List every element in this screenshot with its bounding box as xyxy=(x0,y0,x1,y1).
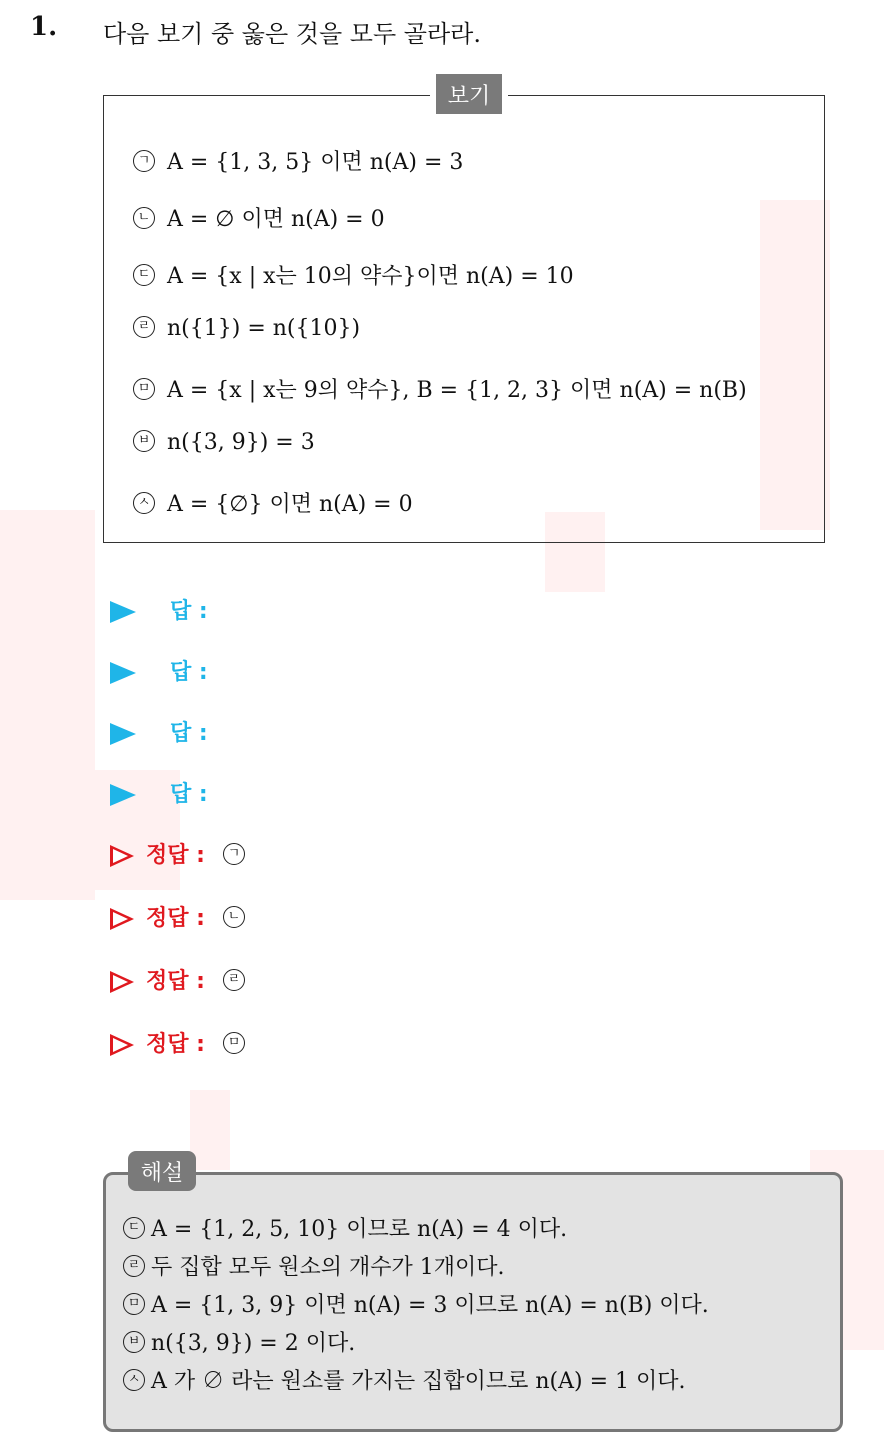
bogi-item-text: n({1}) = n({10}) xyxy=(167,316,361,341)
explanation-tag: 해설 xyxy=(128,1151,196,1191)
explanation-line xyxy=(123,1326,355,1357)
outline-triangle-icon xyxy=(110,1034,134,1056)
triangle-icon xyxy=(110,784,136,806)
answer-label: 답 : xyxy=(170,721,208,746)
bogi-item-3 xyxy=(133,259,574,290)
bogi-item-1 xyxy=(133,145,463,176)
circled-mark: ㄹ xyxy=(223,969,245,991)
circled-mark: ㅅ xyxy=(133,492,155,514)
circled-mark: ㄷ xyxy=(123,1217,145,1239)
solution-row xyxy=(110,964,245,995)
bogi-item-text: A = {x | x는 10의 약수}이면 n(A) = 10 xyxy=(167,264,574,289)
solution-label: 정답 : xyxy=(146,843,205,868)
solution-label: 정답 : xyxy=(146,906,205,931)
answer-label: 답 : xyxy=(170,599,208,624)
explanation-text: A = {1, 2, 5, 10} 이므로 n(A) = 4 이다. xyxy=(151,1217,568,1242)
answer-row xyxy=(110,777,208,808)
answer-row xyxy=(110,594,208,625)
bogi-item-5 xyxy=(133,373,747,404)
bogi-item-text: A = {∅} 이면 n(A) = 0 xyxy=(167,492,413,517)
circled-mark: ㅂ xyxy=(133,430,155,452)
explanation-text: 두 집합 모두 원소의 개수가 1개이다. xyxy=(151,1255,505,1280)
explanation-line xyxy=(123,1288,709,1319)
answer-row xyxy=(110,655,208,686)
solution-row xyxy=(110,1027,245,1058)
bogi-item-2 xyxy=(133,202,385,233)
circled-mark: ㅂ xyxy=(123,1331,145,1353)
question-number: 1. xyxy=(30,12,58,42)
question-text: 다음 보기 중 옳은 것을 모두 골라라. xyxy=(103,20,481,48)
triangle-icon xyxy=(110,662,136,684)
circled-mark: ㄹ xyxy=(123,1255,145,1277)
circled-mark: ㅁ xyxy=(223,1032,245,1054)
bogi-item-text: A = ∅ 이면 n(A) = 0 xyxy=(167,207,385,232)
explanation-line xyxy=(123,1364,686,1395)
watermark-block xyxy=(190,1090,230,1170)
circled-mark: ㅁ xyxy=(123,1293,145,1315)
bogi-item-text: A = {1, 3, 5} 이면 n(A) = 3 xyxy=(167,150,464,175)
solution-row xyxy=(110,838,245,869)
solution-label: 정답 : xyxy=(146,1032,205,1057)
explanation-line xyxy=(123,1250,505,1281)
circled-mark: ㄱ xyxy=(133,150,155,172)
outline-triangle-icon xyxy=(110,971,134,993)
circled-mark: ㅁ xyxy=(133,378,155,400)
bogi-item-text: A = {x | x는 9의 약수}, B = {1, 2, 3} 이면 n(A) = n(B) xyxy=(167,378,747,403)
solution-row xyxy=(110,901,245,932)
bogi-item-text: n({3, 9}) = 3 xyxy=(167,430,315,455)
outline-triangle-icon xyxy=(110,908,134,930)
solution-label: 정답 : xyxy=(146,969,205,994)
explanation-text: A 가 ∅ 라는 원소를 가지는 집합이므로 n(A) = 1 이다. xyxy=(151,1369,686,1394)
answer-row xyxy=(110,716,208,747)
answer-label: 답 : xyxy=(170,782,208,807)
bogi-item-4 xyxy=(133,316,360,341)
circled-mark: ㄷ xyxy=(133,264,155,286)
circled-mark: ㄱ xyxy=(223,843,245,865)
explanation-text: n({3, 9}) = 2 이다. xyxy=(151,1331,356,1356)
triangle-icon xyxy=(110,601,136,623)
bogi-item-7 xyxy=(133,487,413,518)
bogi-item-6 xyxy=(133,430,315,455)
circled-mark: ㄴ xyxy=(223,906,245,928)
circled-mark: ㅅ xyxy=(123,1369,145,1391)
answer-label: 답 : xyxy=(170,660,208,685)
triangle-icon xyxy=(110,723,136,745)
explanation-text: A = {1, 3, 9} 이면 n(A) = 3 이므로 n(A) = n(B) 이다. xyxy=(151,1293,709,1318)
bogi-tag: 보기 xyxy=(430,74,508,114)
explanation-line xyxy=(123,1212,567,1243)
outline-triangle-icon xyxy=(110,845,134,867)
circled-mark: ㄴ xyxy=(133,207,155,229)
circled-mark: ㄹ xyxy=(133,316,155,338)
